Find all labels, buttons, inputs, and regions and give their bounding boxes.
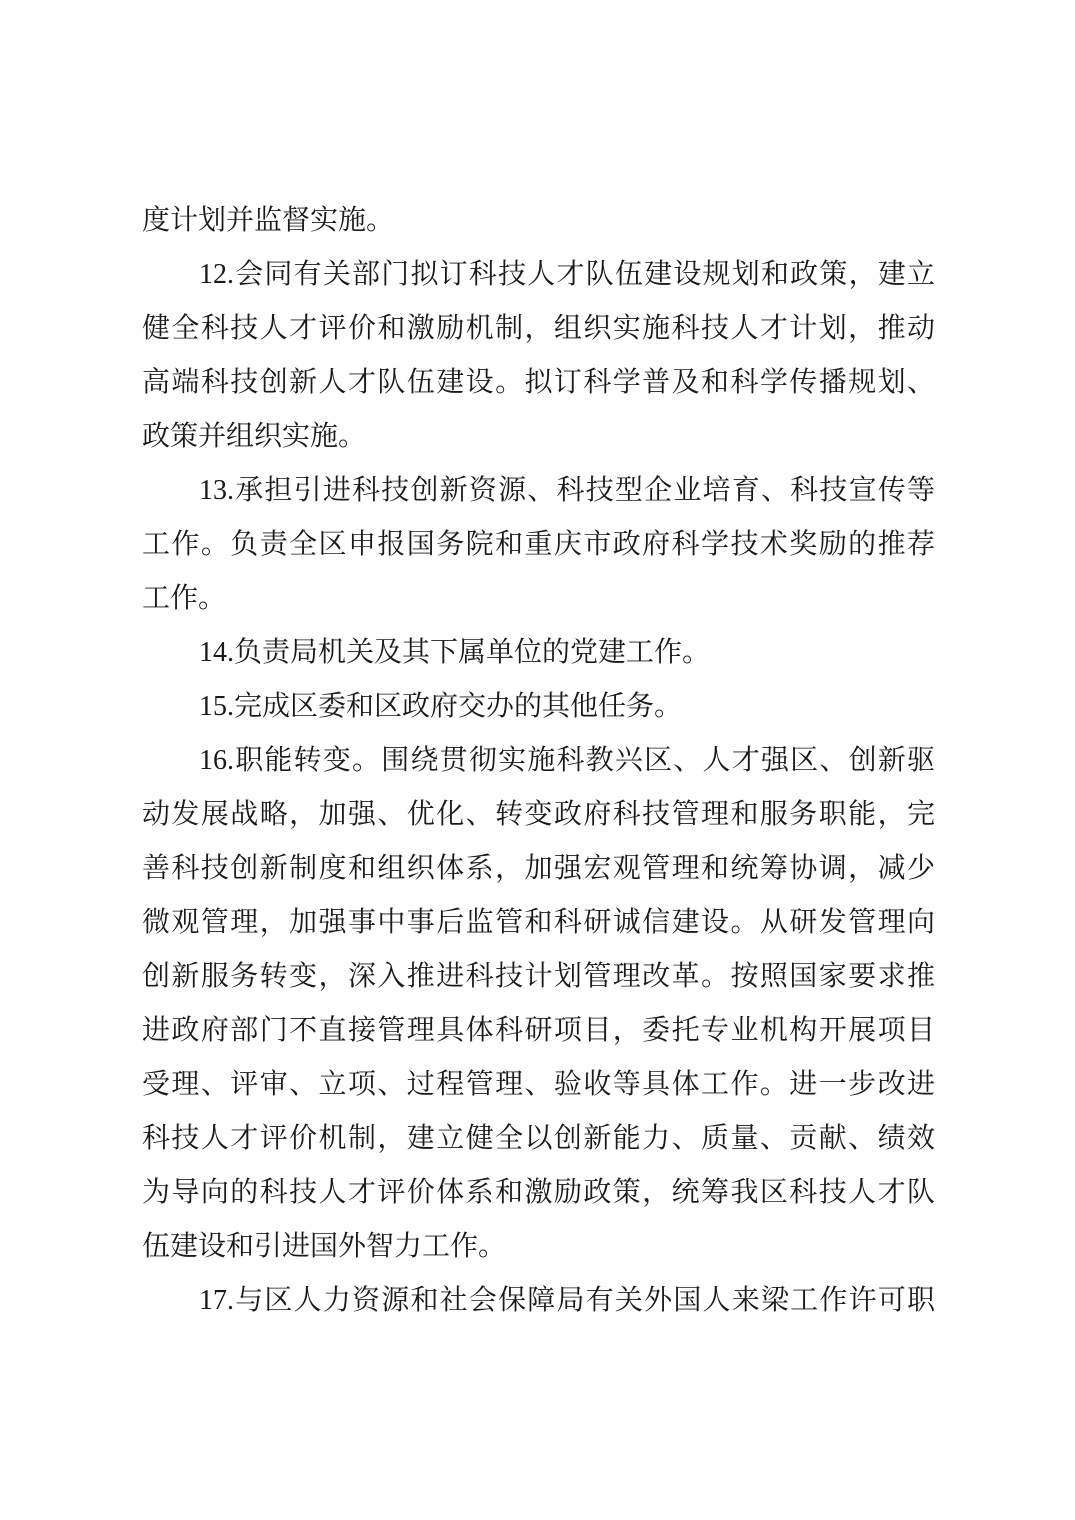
text-line: 高端科技创新人才队伍建设。拟订科学普及和科学传播规划、 [142,367,935,398]
document-text-block [142,194,935,1328]
text-line: 微观管理，加强事中事后监管和科研诚信建设。从研发管理向 [142,907,935,938]
text-line: 动发展战略，加强、优化、转变政府科技管理和服务职能，完 [142,799,935,830]
text-line: 工作。负责全区申报国务院和重庆市政府科学技术奖励的推荐 [142,529,935,560]
text-line: 善科技创新制度和组织体系，加强宏观管理和统筹协调，减少 [142,853,935,884]
text-line: 工作。 [142,583,227,614]
text-line: 政策并组织实施。 [142,421,367,452]
text-line: 创新服务转变，深入推进科技计划管理改革。按照国家要求推 [142,961,935,992]
text-line: 度计划并监督实施。 [142,205,395,236]
text-line: 15.完成区委和区政府交办的其他任务。 [199,691,683,722]
text-line: 14.负责局机关及其下属单位的党建工作。 [199,637,711,668]
text-line: 13.承担引进科技创新资源、科技型企业培育、科技宣传等 [199,475,935,506]
text-line: 16.职能转变。围绕贯彻实施科教兴区、人才强区、创新驱 [199,745,935,776]
text-line: 受理、评审、立项、过程管理、验收等具体工作。进一步改进 [142,1069,935,1100]
text-line: 为导向的科技人才评价体系和激励政策，统筹我区科技人才队 [142,1177,935,1208]
text-line: 科技人才评价机制，建立健全以创新能力、质量、贡献、绩效 [142,1123,935,1154]
text-line: 12.会同有关部门拟订科技人才队伍建设规划和政策，建立 [199,259,935,290]
text-line: 伍建设和引进国外智力工作。 [142,1231,507,1262]
text-line: 健全科技人才评价和激励机制，组织实施科技人才计划，推动 [142,313,935,344]
text-line: 17.与区人力资源和社会保障局有关外国人来梁工作许可职 [199,1285,935,1316]
text-line: 进政府部门不直接管理具体科研项目，委托专业机构开展项目 [142,1015,935,1046]
